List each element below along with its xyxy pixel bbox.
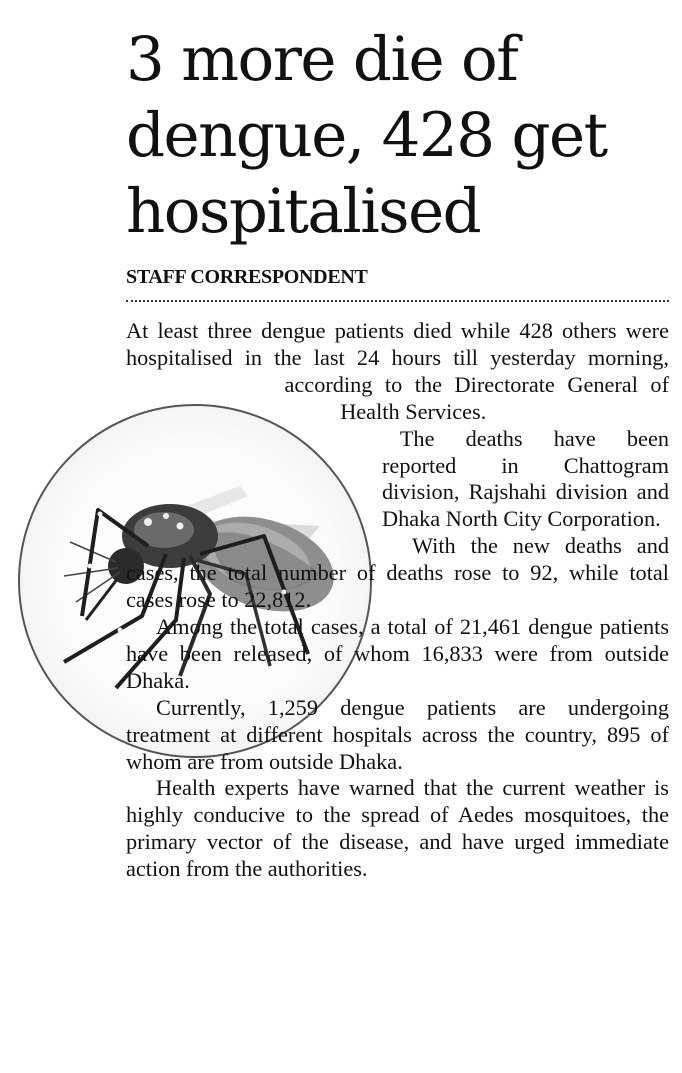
article-body [126,318,669,883]
dotted-divider [126,300,669,302]
paragraph: Among the total cases, a total of 21,461 dengue patients have been released, of whom 16,833 were from outside Dhaka. [126,613,669,693]
paragraph: Health experts have warned that the current weather is highly conducive to the spread of Aedes mosquitoes, the primary vector of the disease, and have urged immediate action from the authorities. [126,775,669,882]
paragraph: With the new deaths and cases, the total number of deaths rose to 92, while total cases rose to 22,812. [126,533,669,613]
paragraph: Currently, 1,259 dengue patients are undergoing treatment at different hospitals across the country, 895 of whom are from outside Dhaka. [126,694,669,774]
headline: 3 more die of dengue, 428 get hospitalised [126,24,607,247]
byline: STAFF CORRESPONDENT [126,266,368,288]
paragraph: At least three dengue patients died while 428 others were hospitalised in the last 24 hours till yesterday morning, according to the Directorate General of Health Services. [126,318,669,424]
paragraph: The deaths have been reported in Chattogram division, Rajshahi division and Dhaka North City Corporation. [382,425,669,532]
